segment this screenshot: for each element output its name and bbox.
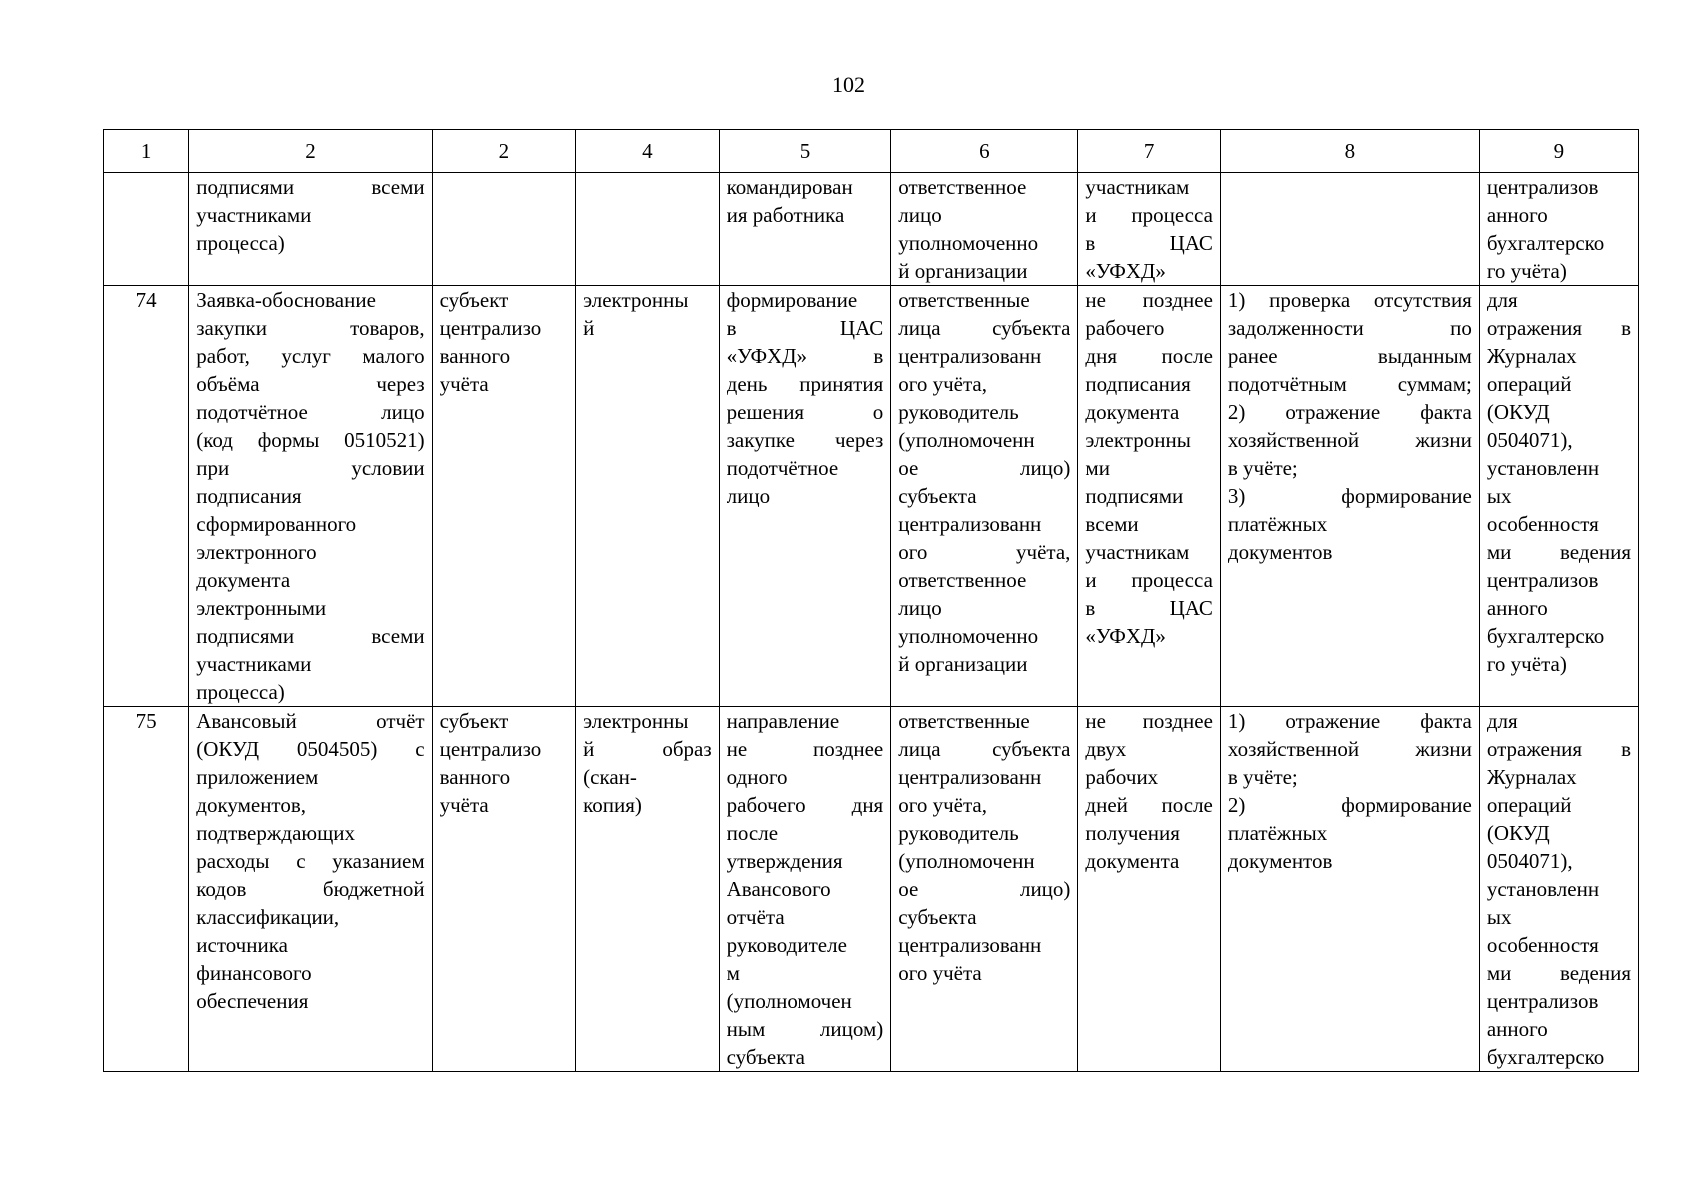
cell-line: централизованн xyxy=(898,765,1042,789)
cell-line: руководителе xyxy=(726,933,847,957)
cell-line: «УФХД» xyxy=(1085,624,1166,648)
cell-line: процесса) xyxy=(196,231,285,255)
cell-line: финансового xyxy=(196,961,312,985)
cell-line: направление xyxy=(726,709,840,733)
cell-line: обеспечения xyxy=(196,989,309,1013)
cell-line: 0504071), xyxy=(1486,849,1573,873)
cell-line: ое лицо) xyxy=(898,456,1071,480)
cell-line: централизов xyxy=(1486,989,1599,1013)
cell-line: ответственное xyxy=(898,175,1027,199)
table-cell xyxy=(891,286,1078,707)
cell-line: электронны xyxy=(1085,428,1191,452)
cell-line: ого учёта, xyxy=(898,372,987,396)
cell-line: й образ xyxy=(583,737,712,761)
table-cell xyxy=(891,707,1078,1072)
cell-line: уполномоченно xyxy=(898,624,1039,648)
table-cell xyxy=(1078,286,1220,707)
cell-line: ого учёта, xyxy=(898,540,1071,564)
cell-line: закупке через xyxy=(726,428,884,452)
table-cell xyxy=(576,707,720,1072)
cell-line: одного xyxy=(726,765,788,789)
cell-line: операций xyxy=(1486,372,1572,396)
cell-line: лица субъекта xyxy=(898,316,1071,340)
cell-line: лицо xyxy=(898,203,942,227)
cell-line: классификации, xyxy=(196,905,340,929)
cell-line: электронными xyxy=(196,596,327,620)
cell-line: подотчётное xyxy=(726,456,839,480)
cell-line: учёта xyxy=(439,372,489,396)
header-cell: 6 xyxy=(891,130,1078,173)
header-cell: 2 xyxy=(432,130,576,173)
cell-line: субъекта xyxy=(898,484,977,508)
table-cell xyxy=(1220,707,1479,1072)
cell-line: хозяйственной жизни xyxy=(1227,737,1472,761)
cell-line: ых xyxy=(1486,484,1512,508)
table-row xyxy=(104,173,1639,286)
cell-line: рабочего дня xyxy=(726,793,884,817)
cell-line: (ОКУД xyxy=(1486,400,1550,424)
cell-line: (уполномоченн xyxy=(898,428,1035,452)
cell-line: ми xyxy=(1085,456,1110,480)
cell-line: кодов бюджетной xyxy=(196,877,425,901)
cell-line: ми ведения xyxy=(1486,540,1631,564)
cell-line: электронны xyxy=(583,709,689,733)
cell-line: «УФХД» в xyxy=(726,344,884,368)
table-cell xyxy=(189,707,432,1072)
cell-line: установленн xyxy=(1486,456,1600,480)
cell-line: подписями xyxy=(1085,484,1184,508)
table-cell xyxy=(1220,173,1479,286)
cell-line: подотчётное лицо xyxy=(196,400,425,424)
cell-line: 0504071), xyxy=(1486,428,1573,452)
table-cell xyxy=(576,286,720,707)
cell-line: решения о xyxy=(726,400,884,424)
cell-line: ответственное xyxy=(898,568,1027,592)
cell-line: уполномоченно xyxy=(898,231,1039,255)
cell-line: особенностя xyxy=(1486,512,1599,536)
cell-line: участникам xyxy=(1085,540,1190,564)
header-cell: 4 xyxy=(576,130,720,173)
cell-line: задолженности по xyxy=(1227,316,1472,340)
cell-line: централизованн xyxy=(898,344,1042,368)
cell-line: подтверждающих xyxy=(196,821,355,845)
cell-line: отражения в xyxy=(1486,737,1631,761)
cell-line: бухгалтерско xyxy=(1486,231,1605,255)
cell-line: ого учёта, xyxy=(898,793,987,817)
table-cell xyxy=(1479,286,1638,707)
cell-line: ранее выданным xyxy=(1227,344,1472,368)
cell-line: ми ведения xyxy=(1486,961,1631,985)
cell-line: ого учёта xyxy=(898,961,982,985)
cell-line: документов xyxy=(1227,540,1333,564)
table-cell xyxy=(1220,286,1479,707)
header-cell: 8 xyxy=(1220,130,1479,173)
cell-line: ванного xyxy=(439,765,511,789)
cell-line: подписания xyxy=(1085,372,1191,396)
table-cell xyxy=(719,286,891,707)
cell-line: электронны xyxy=(583,288,689,312)
table-cell xyxy=(1479,707,1638,1072)
cell-line: Журналах xyxy=(1486,344,1577,368)
cell-line: особенностя xyxy=(1486,933,1599,957)
cell-line: при условии xyxy=(196,456,425,480)
cell-line: процесса) xyxy=(196,680,285,704)
cell-line: й xyxy=(583,316,595,340)
cell-line: централизо xyxy=(439,737,542,761)
cell-line: централизо xyxy=(439,316,542,340)
cell-line: дня после xyxy=(1085,344,1213,368)
cell-line: участникам xyxy=(1085,175,1190,199)
cell-line: документов, xyxy=(196,793,306,817)
cell-line: рабочих xyxy=(1085,765,1159,789)
cell-line: ным лицом) xyxy=(726,1017,884,1041)
row-number-cell: 74 xyxy=(104,286,189,707)
cell-line: анного xyxy=(1486,203,1548,227)
cell-line: дней после xyxy=(1085,793,1213,817)
table-row xyxy=(104,286,1639,707)
cell-line: ответственные xyxy=(898,288,1030,312)
cell-line: рабочего xyxy=(1085,316,1165,340)
cell-line: объёма через xyxy=(196,372,425,396)
cell-line: 2) отражение факта xyxy=(1227,400,1472,424)
cell-line: после xyxy=(726,821,779,845)
row-number-cell xyxy=(104,173,189,286)
cell-line: (ОКУД xyxy=(1486,821,1550,845)
cell-line: (ОКУД 0504505) с xyxy=(196,737,425,761)
cell-line: не позднее xyxy=(1085,288,1213,312)
header-cell: 5 xyxy=(719,130,891,173)
cell-line: ых xyxy=(1486,905,1512,929)
cell-line: для xyxy=(1486,288,1518,312)
cell-line: утверждения xyxy=(726,849,843,873)
cell-line: установленн xyxy=(1486,877,1600,901)
cell-line: Журналах xyxy=(1486,765,1577,789)
cell-line: централизов xyxy=(1486,175,1599,199)
cell-line: копия) xyxy=(583,793,642,817)
cell-line: й организации xyxy=(898,259,1028,283)
cell-line: отчёта xyxy=(726,905,785,929)
cell-line: и процесса xyxy=(1085,203,1213,227)
cell-line: руководитель xyxy=(898,400,1019,424)
cell-line: в ЦАС xyxy=(1085,596,1213,620)
cell-line: го учёта) xyxy=(1486,259,1567,283)
cell-line: го учёта) xyxy=(1486,652,1567,676)
table-cell xyxy=(719,173,891,286)
cell-line: м xyxy=(726,961,740,985)
table-cell xyxy=(719,707,891,1072)
cell-line: ия работника xyxy=(726,203,845,227)
cell-line: централизов xyxy=(1486,568,1599,592)
cell-line: закупки товаров, xyxy=(196,316,425,340)
cell-line: день принятия xyxy=(726,372,884,396)
table-cell xyxy=(432,173,576,286)
cell-line: в учёте; xyxy=(1227,456,1298,480)
cell-line: сформированного xyxy=(196,512,357,536)
cell-line: субъекта xyxy=(898,905,977,929)
cell-line: участниками xyxy=(196,652,312,676)
table-cell xyxy=(1479,173,1638,286)
header-cell: 7 xyxy=(1078,130,1220,173)
cell-line: й организации xyxy=(898,652,1028,676)
cell-line: документов xyxy=(1227,849,1333,873)
header-cell: 1 xyxy=(104,130,189,173)
cell-line: лица субъекта xyxy=(898,737,1071,761)
cell-line: анного xyxy=(1486,1017,1548,1041)
cell-line: (скан- xyxy=(583,765,637,789)
cell-line: бухгалтерско xyxy=(1486,624,1605,648)
cell-line: учёта xyxy=(439,793,489,817)
table-cell xyxy=(432,286,576,707)
cell-line: 2) формирование xyxy=(1227,793,1472,817)
cell-line: участниками xyxy=(196,203,312,227)
table-cell xyxy=(891,173,1078,286)
cell-line: подотчётным суммам; xyxy=(1227,372,1472,396)
cell-line: Авансовый отчёт xyxy=(196,709,425,733)
cell-line: ванного xyxy=(439,344,511,368)
cell-line: Авансового xyxy=(726,877,831,901)
cell-line: двух xyxy=(1085,737,1127,761)
cell-line: получения xyxy=(1085,821,1180,845)
cell-line: работ, услуг малого xyxy=(196,344,425,368)
table-cell xyxy=(189,173,432,286)
cell-line: «УФХД» xyxy=(1085,259,1166,283)
table-cell xyxy=(432,707,576,1072)
document-table xyxy=(103,129,1639,1072)
table-cell xyxy=(576,173,720,286)
cell-line: подписями всеми xyxy=(196,175,425,199)
page-number: 102 xyxy=(832,72,865,97)
cell-line: лицо xyxy=(898,596,942,620)
cell-line: командирован xyxy=(726,175,853,199)
cell-line: в учёте; xyxy=(1227,765,1298,789)
cell-line: анного xyxy=(1486,596,1548,620)
cell-line: отражения в xyxy=(1486,316,1631,340)
cell-line: приложением xyxy=(196,765,319,789)
cell-line: ое лицо) xyxy=(898,877,1071,901)
cell-line: в ЦАС xyxy=(1085,231,1213,255)
cell-line: 1) проверка отсутствия xyxy=(1227,288,1472,312)
cell-line: документа xyxy=(1085,849,1180,873)
cell-line: 1) отражение факта xyxy=(1227,709,1472,733)
cell-line: Заявка-обоснование xyxy=(196,288,376,312)
cell-line: бухгалтерско xyxy=(1486,1045,1605,1069)
cell-line: всеми xyxy=(1085,512,1139,536)
cell-line: расходы с указанием xyxy=(196,849,425,873)
cell-line: подписями всеми xyxy=(196,624,425,648)
cell-line: лицо xyxy=(726,484,771,508)
cell-line: документа xyxy=(1085,400,1180,424)
cell-line: подписания xyxy=(196,484,302,508)
cell-line: операций xyxy=(1486,793,1572,817)
table-row xyxy=(104,707,1639,1072)
header-row xyxy=(104,130,1639,173)
table-cell xyxy=(189,286,432,707)
cell-line: руководитель xyxy=(898,821,1019,845)
row-number-cell: 75 xyxy=(104,707,189,1072)
cell-line: субъект xyxy=(439,709,509,733)
cell-line: электронного xyxy=(196,540,317,564)
header-cell: 2 xyxy=(189,130,432,173)
cell-line: формирование xyxy=(726,288,858,312)
cell-line: платёжных xyxy=(1227,821,1328,845)
cell-line: источника xyxy=(196,933,288,957)
cell-line: в ЦАС xyxy=(726,316,884,340)
table-cell xyxy=(1078,707,1220,1072)
cell-line: ответственные xyxy=(898,709,1030,733)
table-cell xyxy=(1078,173,1220,286)
cell-line: централизованн xyxy=(898,512,1042,536)
cell-line: 3) формирование xyxy=(1227,484,1472,508)
cell-line: хозяйственной жизни xyxy=(1227,428,1472,452)
cell-line: платёжных xyxy=(1227,512,1328,536)
cell-line: (уполномочен xyxy=(726,989,852,1013)
cell-line: документа xyxy=(196,568,291,592)
cell-line: не позднее xyxy=(726,737,884,761)
cell-line: централизованн xyxy=(898,933,1042,957)
cell-line: (код формы 0510521) xyxy=(196,428,425,452)
cell-line: субъект xyxy=(439,288,509,312)
header-cell: 9 xyxy=(1479,130,1638,173)
cell-line: субъекта xyxy=(726,1045,805,1069)
cell-line: для xyxy=(1486,709,1518,733)
cell-line: (уполномоченн xyxy=(898,849,1035,873)
cell-line: не позднее xyxy=(1085,709,1213,733)
cell-line: и процесса xyxy=(1085,568,1213,592)
